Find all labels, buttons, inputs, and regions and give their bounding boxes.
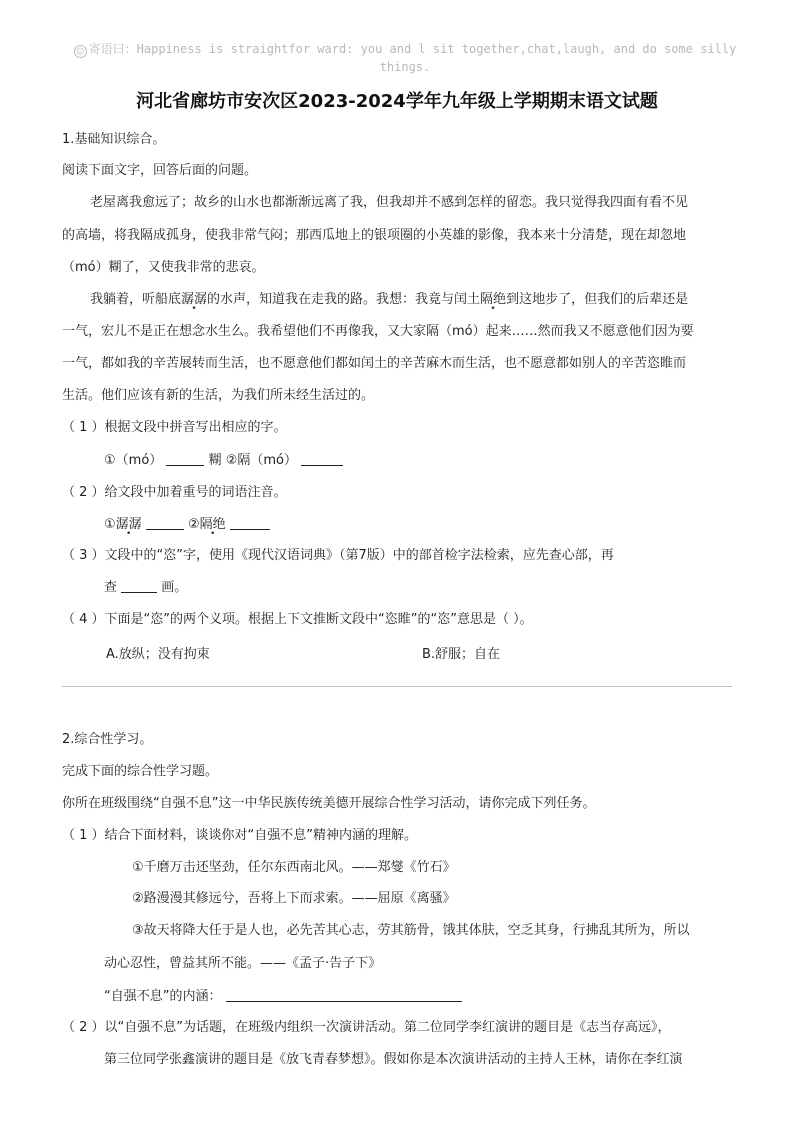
- q1-sub2-label: （ 2 ）给文段中加着重号的词语注音。: [62, 485, 287, 500]
- header-line-1: [50, 40, 760, 58]
- q1-sub2-blanks: [104, 514, 270, 536]
- q1-heading: 1.基础知识综合。: [62, 132, 166, 147]
- q2-sub1-label: （ 1 ）结合下面材料，谈谈你对“自强不息”精神内涵的理解。: [62, 828, 418, 843]
- q2-material-1: ①千磨万击还坚劲，任尔东西南北风。——郑燮《竹石》: [132, 860, 456, 875]
- q1-sub3-line2: [104, 577, 187, 599]
- q1-para1-line3: （mó）糊了，又使我非常的悲哀。: [62, 260, 265, 275]
- q1-para2-line1: [90, 289, 688, 311]
- section-divider: [62, 686, 732, 687]
- para2-text-a: 我躺着，听船底: [90, 292, 182, 307]
- sub2-emphasis-a: 潺潺: [115, 517, 142, 532]
- sub2-emphasis-b: 隔绝: [199, 517, 226, 532]
- q1-instruction: 阅读下面文字，回答后面的问题。: [62, 163, 258, 178]
- answer-blank-3[interactable]: [146, 515, 184, 530]
- emphasis-word-gejue: 隔绝: [480, 292, 507, 307]
- header-text-1: 寄语曰：Happiness is straightfor ward: you and l sit together,chat,laugh, and do some silly: [88, 42, 737, 56]
- q1-sub4-label: （ 4 ）下面是“恣”的两个义项。根据上下文推断文段中“恣睢”的“恣”意思是（ ）。: [62, 612, 533, 627]
- q1-para2-line3: 一气，都如我的辛苦展转而生活，也不愿意他们都如闰土的辛苦麻木而生活，也不愿意都如别人的辛苦恣睢而: [62, 356, 687, 371]
- sub3-text-b: 画。: [161, 580, 188, 595]
- q2-instruction: 完成下面的综合性学习题。: [62, 764, 219, 779]
- header-text-2: things.: [379, 60, 431, 74]
- q1-sub1-blanks: [104, 450, 343, 472]
- para2-text-c: 到这地步了，但我们的后辈还是: [506, 292, 689, 307]
- q2-material-3-line1: ③故天将降大任于是人也，必先苦其心志，劳其筋骨，饿其体肤，空乏其身，行拂乱其所为，所以: [132, 923, 690, 938]
- answer-blank-6[interactable]: [226, 987, 462, 1002]
- para2-text-b: 的水声，知道我在走我的路。我想：我竟与闰土: [207, 292, 481, 307]
- answer-blank-4[interactable]: [230, 515, 270, 530]
- q1-sub1-label: （ 1 ）根据文段中拼音写出相应的字。: [62, 420, 287, 435]
- q2-intro: 你所在班级围绕“自强不息”这一中华民族传统美德开展综合性学习活动，请你完成下列任务。: [62, 796, 596, 811]
- emphasis-word-chanchan: 潺潺: [181, 292, 208, 307]
- q2-material-3-line2: 动心忍性，曾益其所不能。——《孟子·告子下》: [104, 956, 382, 971]
- sub1-item-a-after: 糊: [208, 453, 222, 468]
- q2-sub2-line2: 第三位同学张鑫演讲的题目是《放飞青春梦想》。假如你是本次演讲活动的主持人王林，请你在李红演: [104, 1052, 683, 1067]
- smile-icon: ☺: [74, 45, 87, 58]
- answer-blank-1[interactable]: [166, 451, 204, 466]
- answer-blank-5[interactable]: [121, 578, 157, 593]
- q2-heading: 2.综合性学习。: [62, 732, 153, 747]
- q1-para2-line2: 一气，宏儿不是正在想念水生么。我希望他们不再像我，又大家隔（mó）起来……然而我又不愿意他们因为要: [62, 324, 694, 339]
- q1-para1-line2: 的高墙，将我隔成孤身，使我非常气闷；那西瓜地上的银项圈的小英雄的影像，我本来十分清楚，现在却忽地: [62, 228, 687, 243]
- sub2-item-a: ①: [104, 517, 116, 532]
- sub2-item-b: ②: [187, 517, 200, 532]
- option-a[interactable]: A.放纵；没有拘束: [106, 647, 210, 662]
- sub1-item-a: ①（mó）: [104, 453, 163, 468]
- q2-material-2: ②路漫漫其修远兮，吾将上下而求索。——屈原《离骚》: [132, 891, 456, 906]
- q1-sub3-line1: （ 3 ）文段中的“恣”字，使用《现代汉语词典》（第7版）中的部首检字法检索，应先查心部，再: [62, 548, 614, 563]
- sub3-text-a: 查: [104, 580, 118, 595]
- q2-answer-line: [104, 986, 462, 1008]
- page-header: [50, 40, 760, 76]
- q1-para1-line1: 老屋离我愈远了；故乡的山水也都渐渐远离了我，但我却并不感到怎样的留恋。我只觉得我四面有看不见: [90, 195, 689, 210]
- option-b[interactable]: B.舒服；自在: [422, 647, 501, 662]
- sub1-item-b: ②隔（mó）: [225, 453, 297, 468]
- q2-sub2-line1: （ 2 ）以“自强不息”为话题，在班级内组织一次演讲活动。第二位同学李红演讲的题目是《志当存高远》，: [62, 1020, 671, 1035]
- answer-label: “自强不息”的内涵：: [104, 989, 222, 1004]
- page-title: 河北省廊坊市安次区2023-2024学年九年级上学期期末语文试题: [136, 91, 658, 112]
- answer-blank-2[interactable]: [301, 451, 343, 466]
- q1-para2-line4: 生活。他们应该有新的生活，为我们所未经生活过的。: [62, 388, 375, 403]
